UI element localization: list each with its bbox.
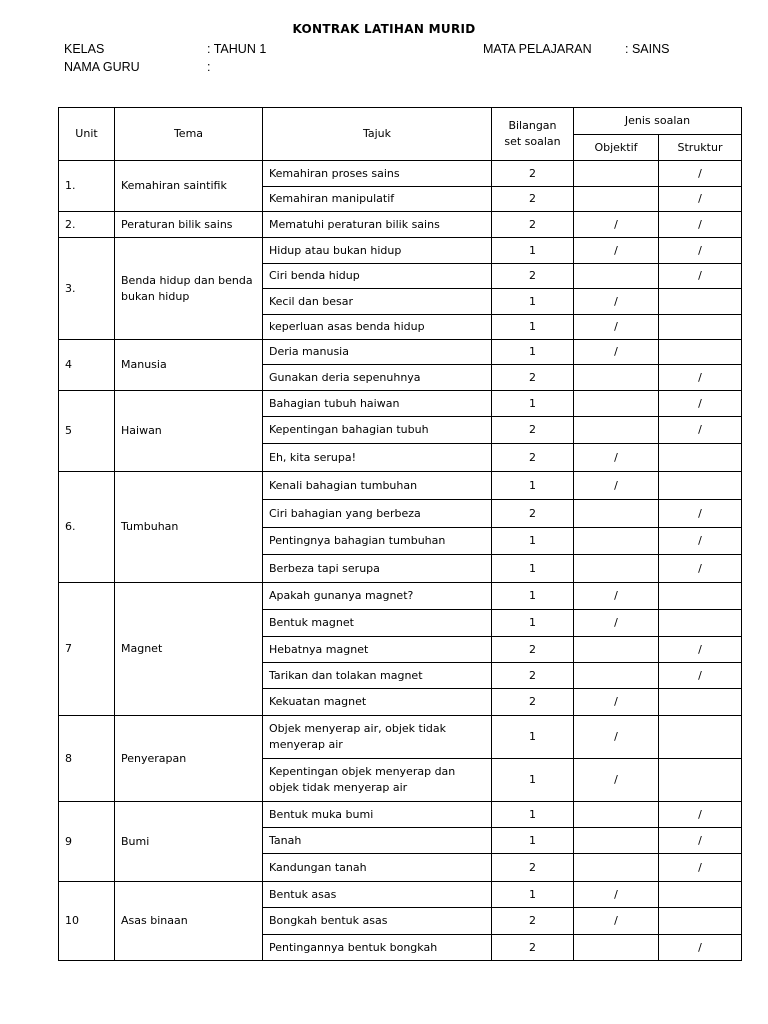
objektif-cell: /	[574, 583, 659, 610]
objektif-cell: /	[574, 340, 659, 365]
table-row	[59, 161, 742, 187]
bilangan-cell: 2	[492, 908, 574, 935]
tajuk-cell: Tanah	[263, 828, 492, 854]
objektif-cell: /	[574, 444, 659, 472]
bilangan-cell: 1	[492, 583, 574, 610]
bilangan-cell: 1	[492, 472, 574, 500]
tajuk-cell: Hidup atau bukan hidup	[263, 238, 492, 264]
objektif-cell	[574, 500, 659, 528]
guru-label: NAMA GURU	[64, 60, 140, 74]
tajuk-cell: Kemahiran proses sains	[263, 161, 492, 187]
struktur-cell: /	[659, 365, 742, 391]
struktur-cell	[659, 340, 742, 365]
tajuk-cell: Kandungan tanah	[263, 854, 492, 882]
struktur-cell: /	[659, 238, 742, 264]
struktur-cell	[659, 759, 742, 802]
unit-cell: 6.	[59, 472, 115, 583]
struktur-cell: /	[659, 663, 742, 689]
bilangan-cell: 2	[492, 161, 574, 187]
tajuk-cell: Kepentingan bahagian tubuh	[263, 417, 492, 444]
header-objektif: Objektif	[574, 135, 659, 161]
tajuk-cell: Pentingnya bahagian tumbuhan	[263, 528, 492, 555]
bilangan-cell: 2	[492, 444, 574, 472]
kelas-label: KELAS	[64, 42, 105, 56]
objektif-cell: /	[574, 882, 659, 908]
struktur-cell: /	[659, 802, 742, 828]
struktur-cell: /	[659, 187, 742, 212]
struktur-cell	[659, 472, 742, 500]
bilangan-cell: 2	[492, 187, 574, 212]
objektif-cell	[574, 828, 659, 854]
tajuk-cell: Berbeza tapi serupa	[263, 555, 492, 583]
subject-value: : SAINS	[625, 42, 670, 56]
tajuk-cell: Tarikan dan tolakan magnet	[263, 663, 492, 689]
table-body	[59, 161, 742, 961]
struktur-cell: /	[659, 828, 742, 854]
objektif-cell: /	[574, 289, 659, 315]
tajuk-cell: Mematuhi peraturan bilik sains	[263, 212, 492, 238]
bilangan-cell: 2	[492, 365, 574, 391]
tema-cell: Asas binaan	[115, 882, 263, 961]
unit-cell: 9	[59, 802, 115, 882]
tema-cell: Bumi	[115, 802, 263, 882]
tajuk-cell: Kepentingan objek menyerap dan objek tidak menyerap air	[263, 759, 492, 802]
bilangan-cell: 1	[492, 555, 574, 583]
objektif-cell	[574, 528, 659, 555]
struktur-cell: /	[659, 417, 742, 444]
struktur-cell: /	[659, 212, 742, 238]
tema-cell: Benda hidup dan benda bukan hidup	[115, 238, 263, 340]
bilangan-cell: 1	[492, 610, 574, 637]
unit-cell: 2.	[59, 212, 115, 238]
bilangan-cell: 1	[492, 340, 574, 365]
tajuk-cell: Bahagian tubuh haiwan	[263, 391, 492, 417]
header-jenis-soalan: Jenis soalan	[574, 108, 742, 135]
bilangan-cell: 2	[492, 212, 574, 238]
struktur-cell: /	[659, 264, 742, 289]
guru-value: :	[207, 60, 211, 74]
header-unit: Unit	[59, 108, 115, 161]
kelas-value: : TAHUN 1	[207, 42, 267, 56]
objektif-cell	[574, 417, 659, 444]
tema-cell: Tumbuhan	[115, 472, 263, 583]
unit-cell: 7	[59, 583, 115, 716]
table-row	[59, 238, 742, 264]
struktur-cell	[659, 315, 742, 340]
objektif-cell	[574, 935, 659, 961]
bilangan-cell: 1	[492, 528, 574, 555]
header-struktur: Struktur	[659, 135, 742, 161]
bilangan-cell: 1	[492, 238, 574, 264]
tema-cell: Manusia	[115, 340, 263, 391]
struktur-cell	[659, 716, 742, 759]
tema-cell: Penyerapan	[115, 716, 263, 802]
objektif-cell: /	[574, 759, 659, 802]
bilangan-cell: 2	[492, 264, 574, 289]
unit-cell: 10	[59, 882, 115, 961]
struktur-cell	[659, 444, 742, 472]
tajuk-cell: Deria manusia	[263, 340, 492, 365]
bilangan-cell: 2	[492, 637, 574, 663]
tema-cell: Haiwan	[115, 391, 263, 472]
table-row	[59, 882, 742, 908]
objektif-cell	[574, 264, 659, 289]
unit-cell: 8	[59, 716, 115, 802]
tajuk-cell: Ciri benda hidup	[263, 264, 492, 289]
tajuk-cell: Kenali bahagian tumbuhan	[263, 472, 492, 500]
tajuk-cell: Objek menyerap air, objek tidak menyerap air	[263, 716, 492, 759]
tajuk-cell: Bongkah bentuk asas	[263, 908, 492, 935]
struktur-cell	[659, 610, 742, 637]
struktur-cell	[659, 689, 742, 716]
objektif-cell: /	[574, 315, 659, 340]
unit-cell: 1.	[59, 161, 115, 212]
tema-cell: Magnet	[115, 583, 263, 716]
objektif-cell	[574, 802, 659, 828]
bilangan-cell: 1	[492, 289, 574, 315]
objektif-cell: /	[574, 610, 659, 637]
tajuk-cell: Kecil dan besar	[263, 289, 492, 315]
table-row	[59, 340, 742, 365]
objektif-cell	[574, 555, 659, 583]
tajuk-cell: Kekuatan magnet	[263, 689, 492, 716]
unit-cell: 3.	[59, 238, 115, 340]
tajuk-cell: Bentuk magnet	[263, 610, 492, 637]
objektif-cell: /	[574, 238, 659, 264]
table-row	[59, 802, 742, 828]
struktur-cell	[659, 289, 742, 315]
contract-table	[58, 107, 742, 961]
bilangan-cell: 1	[492, 716, 574, 759]
bilangan-cell: 2	[492, 935, 574, 961]
bilangan-cell: 1	[492, 391, 574, 417]
table-row	[59, 472, 742, 500]
objektif-cell: /	[574, 908, 659, 935]
struktur-cell: /	[659, 161, 742, 187]
struktur-cell: /	[659, 500, 742, 528]
tajuk-cell: Eh, kita serupa!	[263, 444, 492, 472]
objektif-cell: /	[574, 212, 659, 238]
bilangan-cell: 1	[492, 759, 574, 802]
tajuk-cell: Bentuk asas	[263, 882, 492, 908]
header-bilangan	[492, 108, 574, 161]
bilangan-cell: 2	[492, 689, 574, 716]
struktur-cell	[659, 882, 742, 908]
struktur-cell	[659, 908, 742, 935]
objektif-cell	[574, 663, 659, 689]
objektif-cell	[574, 365, 659, 391]
struktur-cell	[659, 583, 742, 610]
tajuk-cell: Ciri bahagian yang berbeza	[263, 500, 492, 528]
subject-label: MATA PELAJARAN	[483, 42, 592, 56]
tajuk-cell: Hebatnya magnet	[263, 637, 492, 663]
bilangan-cell: 1	[492, 828, 574, 854]
header-tema: Tema	[115, 108, 263, 161]
table-row	[59, 212, 742, 238]
tajuk-cell: Pentingannya bentuk bongkah	[263, 935, 492, 961]
struktur-cell: /	[659, 935, 742, 961]
objektif-cell	[574, 854, 659, 882]
objektif-cell	[574, 187, 659, 212]
bilangan-cell: 1	[492, 882, 574, 908]
objektif-cell: /	[574, 472, 659, 500]
header-tajuk: Tajuk	[263, 108, 492, 161]
tema-cell: Kemahiran saintifik	[115, 161, 263, 212]
unit-cell: 5	[59, 391, 115, 472]
bilangan-cell: 2	[492, 663, 574, 689]
tajuk-cell: Gunakan deria sepenuhnya	[263, 365, 492, 391]
objektif-cell	[574, 391, 659, 417]
tema-cell: Peraturan bilik sains	[115, 212, 263, 238]
bilangan-cell: 1	[492, 315, 574, 340]
tajuk-cell: Apakah gunanya magnet?	[263, 583, 492, 610]
struktur-cell: /	[659, 555, 742, 583]
tajuk-cell: Bentuk muka bumi	[263, 802, 492, 828]
objektif-cell	[574, 637, 659, 663]
objektif-cell: /	[574, 716, 659, 759]
bilangan-cell: 2	[492, 417, 574, 444]
tajuk-cell: keperluan asas benda hidup	[263, 315, 492, 340]
bilangan-cell: 2	[492, 500, 574, 528]
struktur-cell: /	[659, 854, 742, 882]
table-row	[59, 583, 742, 610]
objektif-cell	[574, 161, 659, 187]
header-bilangan-line2: set soalan	[504, 135, 561, 148]
unit-cell: 4	[59, 340, 115, 391]
page-title: KONTRAK LATIHAN MURID	[292, 22, 476, 36]
bilangan-cell: 2	[492, 854, 574, 882]
table-row	[59, 716, 742, 759]
header-bilangan-line1: Bilangan	[508, 119, 557, 132]
bilangan-cell: 1	[492, 802, 574, 828]
struktur-cell: /	[659, 391, 742, 417]
table-row	[59, 391, 742, 417]
struktur-cell: /	[659, 637, 742, 663]
tajuk-cell: Kemahiran manipulatif	[263, 187, 492, 212]
objektif-cell: /	[574, 689, 659, 716]
struktur-cell: /	[659, 528, 742, 555]
